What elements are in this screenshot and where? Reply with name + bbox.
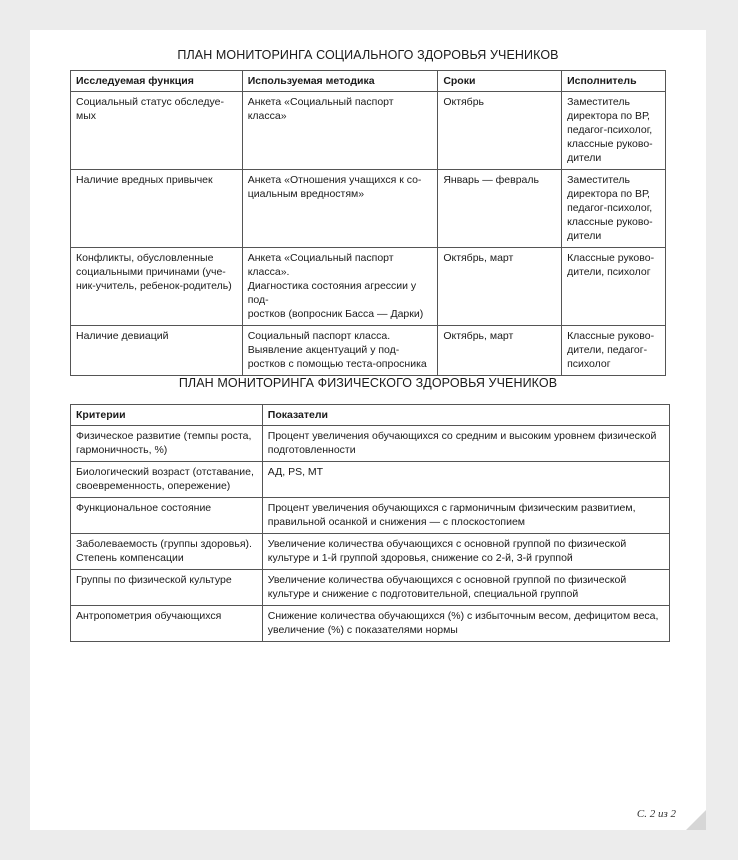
table-row: [71, 326, 666, 376]
table-cell: Наличие девиаций: [71, 326, 243, 376]
table-cell: Классные руково- дители, психолог: [562, 248, 666, 326]
physical-health-title: ПЛАН МОНИТОРИНГА ФИЗИЧЕСКОГО ЗДОРОВЬЯ УЧЕНИКОВ: [178, 376, 558, 390]
table-header-row: [71, 71, 666, 92]
table-cell: Заместитель директора по ВР, педагог-психолог, классные руково- дители: [562, 92, 666, 170]
table-row: [71, 606, 670, 642]
table-row: [71, 570, 670, 606]
column-header: Показатели: [262, 405, 669, 426]
table-row: [71, 426, 670, 462]
social-health-table: [70, 70, 666, 376]
document-page: [30, 30, 706, 830]
table-cell: Антропометрия обучающихся: [71, 606, 263, 642]
table-row: [71, 248, 666, 326]
table-cell: Социальный паспорт класса. Выявление акцентуаций у под- ростков с помощью теста-опросника: [242, 326, 438, 376]
table-row: [71, 92, 666, 170]
table-row: [71, 170, 666, 248]
table-cell: Процент увеличения обучающихся со средним и высоким уровнем физической подготовленности: [262, 426, 669, 462]
page-number: С. 2 из 2: [636, 808, 676, 820]
table-cell: Заместитель директора по ВР, педагог-психолог, классные руково- дители: [562, 170, 666, 248]
table-cell: Физическое развитие (темпы роста, гармоничность, %): [71, 426, 263, 462]
table-cell: Снижение количества обучающихся (%) с избыточным весом, дефицитом веса, увеличение (%) с показателями нормы: [262, 606, 669, 642]
table-cell: АД, PS, МТ: [262, 462, 669, 498]
column-header: Исполнитель: [562, 71, 666, 92]
table-cell: Наличие вредных привычек: [71, 170, 243, 248]
table-cell: Биологический возраст (отставание, своевременность, опережение): [71, 462, 263, 498]
table-cell: Классные руково- дители, педагог- психолог: [562, 326, 666, 376]
table-header-row: [71, 405, 670, 426]
social-health-title: ПЛАН МОНИТОРИНГА СОЦИАЛЬНОГО ЗДОРОВЬЯ УЧЕНИКОВ: [177, 48, 559, 62]
table-cell: Увеличение количества обучающихся с основной группой по физической культуре и 1-й группой здоровья, снижение со 2-й, 3-й группой: [262, 534, 669, 570]
table-cell: Функциональное состояние: [71, 498, 263, 534]
table-cell: Анкета «Отношения учащихся к со- циальным вредностям»: [242, 170, 438, 248]
table-cell: Октябрь, март: [438, 248, 562, 326]
table-cell: Заболеваемость (группы здоровья). Степень компенсации: [71, 534, 263, 570]
table-row: [71, 498, 670, 534]
column-header: Используемая методика: [242, 71, 438, 92]
table-row: [71, 534, 670, 570]
table-cell: Увеличение количества обучающихся с основной группой по физической культуре и снижение с подготовительной, специальной группой: [262, 570, 669, 606]
table-row: [71, 462, 670, 498]
table-cell: Октябрь, март: [438, 326, 562, 376]
page-corner-fold: [686, 810, 706, 830]
table-cell: Январь — февраль: [438, 170, 562, 248]
table-cell: Анкета «Социальный паспорт класса». Диагностика состояния агрессии у под- ростков (вопросник Басса — Дарки): [242, 248, 438, 326]
table-cell: Процент увеличения обучающихся с гармоничным физическим развитием, правильной осанкой и снижения — с плоскостопием: [262, 498, 669, 534]
column-header: Исследуемая функция: [71, 71, 243, 92]
table-cell: Октябрь: [438, 92, 562, 170]
table-cell: Группы по физической культуре: [71, 570, 263, 606]
table-cell: Социальный статус обследуе- мых: [71, 92, 243, 170]
column-header: Критерии: [71, 405, 263, 426]
physical-health-table: [70, 404, 670, 642]
column-header: Сроки: [438, 71, 562, 92]
table-cell: Анкета «Социальный паспорт класса»: [242, 92, 438, 170]
table-cell: Конфликты, обусловленные социальными причинами (уче- ник-учитель, ребенок-родитель): [71, 248, 243, 326]
